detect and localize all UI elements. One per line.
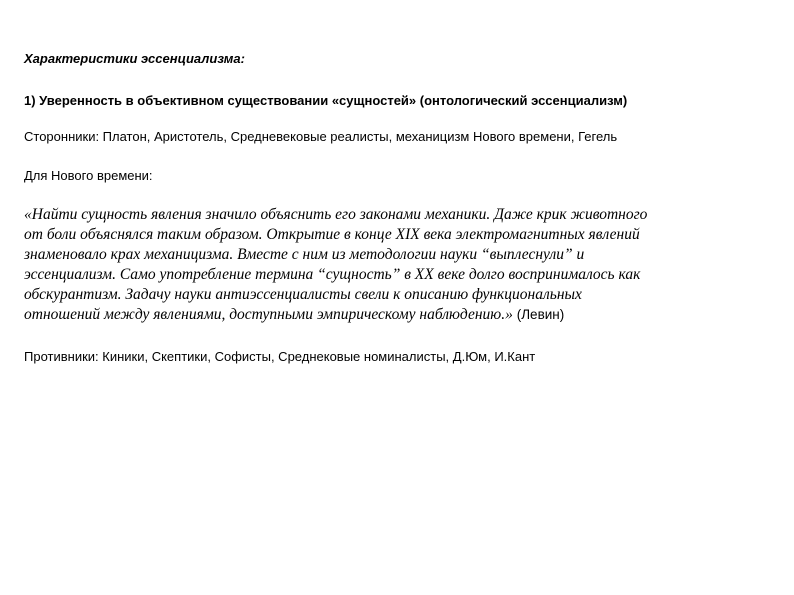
quote-line: «Найти сущность явления значило объяснить его законами механики. Даже крик животного <box>24 206 648 223</box>
modern-era-label: Для Нового времени: <box>24 168 153 183</box>
supporters-text: Сторонники: Платон, Аристотель, Средневековые реалисты, механицизм Нового времени, Гегель <box>24 129 618 144</box>
quote-line: знаменовало крах механицизма. Вместе с ним из методологии науки “выплеснули” и <box>24 246 585 263</box>
slide-heading: Характеристики эссенциализма: <box>24 51 245 66</box>
quote-last-line <box>24 305 764 325</box>
quote-author: (Левин) <box>516 307 565 322</box>
quote-line: эссенциализм. Само употребление термина “сущность” в XX веке долго воспринималось как <box>24 266 641 283</box>
point-ontological-essentialism: 1) Уверенность в объективном существовании «сущностей» (онтологический эссенциализм) <box>24 93 628 108</box>
opponents-text: Противники: Киники, Скептики, Софисты, Среднековые номиналисты, Д.Юм, И.Кант <box>24 349 536 364</box>
quote-line: от боли объяснялся таким образом. Открытие в конце XIX века электромагнитных явлений <box>24 226 640 243</box>
levin-quote <box>24 205 764 325</box>
quote-line: обскурантизм. Задачу науки антиэссенциалисты свели к описанию функциональных <box>24 286 582 303</box>
quote-line: отношений между явлениями, доступными эмпирическому наблюдению.» <box>24 306 513 323</box>
